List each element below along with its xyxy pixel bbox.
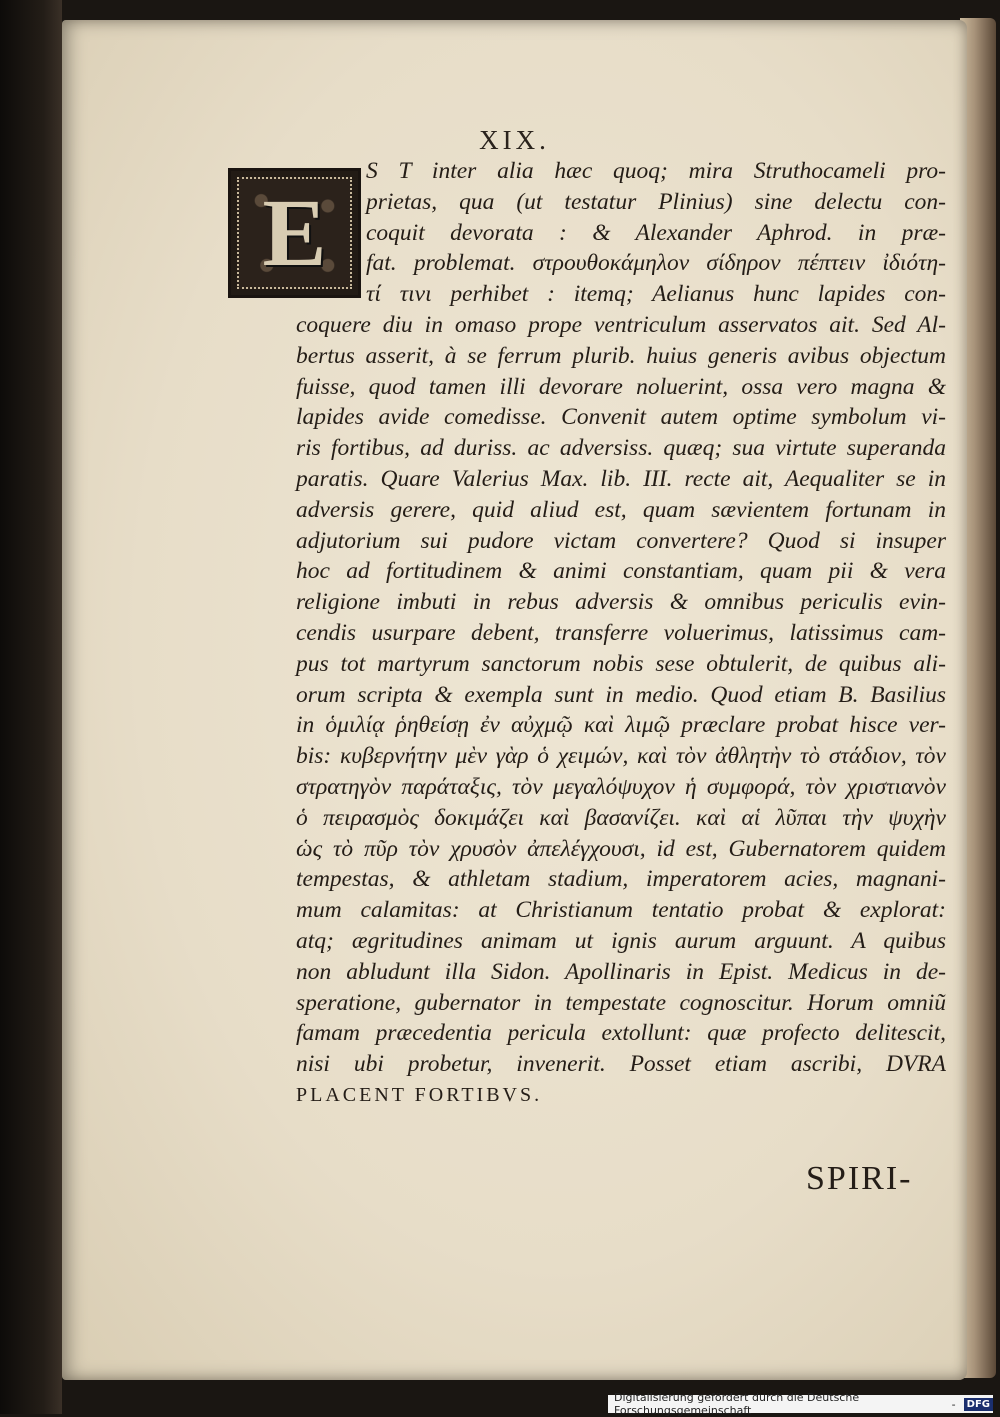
text-line: cendis usurpare debent, transferre voluerimus, latissimus cam- [296, 619, 946, 646]
text-line: coquere diu in omaso prope ventriculum asservatos ait. Sed Al- [296, 311, 946, 338]
text-line: fuisse, quod tamen illi devorare noluerint, ossa vero magna & [296, 373, 946, 400]
text-line: atq; ægritudines animam ut ignis aurum arguunt. A quibus [296, 927, 946, 954]
text-line: coquit devorata : & Alexander Aphrod. in præ- [366, 219, 946, 246]
text-line: adversis gerere, quid aliud est, quam sævientem fortunam in [296, 496, 946, 523]
text-line: non abludunt illa Sidon. Apollinaris in Epist. Medicus in de- [296, 958, 946, 985]
text-line: speratione, gubernator in tempestate cognoscitur. Horum omniũ [296, 989, 946, 1016]
book-spine [0, 0, 62, 1414]
text-line: paratis. Quare Valerius Max. lib. III. recte ait, Aequaliter se in [296, 465, 946, 492]
text-line: τί τινι perhibet : itemq; Aelianus hunc lapides con- [366, 281, 946, 308]
text-line: S T inter alia hæc quoq; mira Struthocameli pro- [366, 158, 946, 184]
text-line: mum calamitas: at Christianum tentatio probat & explorat: [296, 897, 946, 924]
text-line: nisi ubi probetur, invenerit. Posset etiam ascribi, DVRA [296, 1051, 946, 1078]
catchword: SPIRI- [806, 1160, 913, 1197]
text-line: στρατηγὸν παράταξις, τὸν μεγαλόψυχον ἡ συμφορά, τὸν χριστιανὸν [296, 773, 946, 800]
credit-separator: - [951, 1397, 956, 1411]
initial-letter: E [262, 179, 327, 286]
dfg-logo: DFG [964, 1398, 993, 1411]
text-line: ris fortibus, ad duriss. ac adversiss. quæq; sua virtute superanda [296, 435, 946, 462]
text-line: orum scripta & exempla sunt in medio. Quod etiam B. Basilius [296, 681, 946, 708]
text-line: in ὁμιλίᾳ ῥηθείσῃ ἐν αὐχμῷ καὶ λιμῷ præclare probat hisce ver- [296, 712, 946, 739]
text-line: lapides avide comedisse. Convenit autem optime symbolum vi- [296, 404, 946, 431]
page-number: XIX. [479, 125, 550, 155]
text-line: tempestas, & athletam stadium, imperatorem acies, magnani- [296, 866, 946, 893]
text-line: religione imbuti in rebus adversis & omnibus periculis evin- [296, 589, 946, 616]
digitization-credit [608, 1391, 993, 1417]
text-line: famam præcedentia pericula extollunt: quæ profecto delitescit, [296, 1020, 946, 1047]
text-line: bis: κυβερνήτην μὲν γὰρ ὁ χειμών, καὶ τὸν ἀθλητὴν τὸ στάδιον, τὸν [296, 743, 946, 770]
text-line: pus tot martyrum sanctorum nobis sese obtulerit, de quibus ali- [296, 650, 946, 677]
body-text [296, 156, 946, 1111]
text-line: adjutorium sui pudore victam convertere? Quod si insuper [296, 527, 946, 554]
text-line: PLACENT FORTIBVS. [296, 1083, 543, 1106]
text-line: hoc ad fortitudinem & animi constantiam, quam pii & vera [296, 558, 946, 585]
text-line: bertus asserit, à se ferrum plurib. huius generis avibus objectum [296, 342, 946, 369]
text-line: ὁ πειρασμὸς δοκιμάζει καὶ βασανίζει. καὶ αἱ λῦπαι τὴν ψυχὴν [296, 804, 946, 831]
text-line: prietas, qua (ut testatur Plinius) sine delectu con- [366, 188, 946, 215]
credit-text: Digitalisierung gefördert durch die Deutsche Forschungsgemeinschaft [614, 1391, 860, 1417]
text-line: fat. problemat. στρουθοκάμηλον σίδηρον πέπτειν ἰδιότη- [366, 250, 946, 277]
text-line: ὡς τὸ πῦρ τὸν χρυσὸν ἀπελέγχουσι, id est, Gubernatorem quidem [296, 835, 946, 862]
